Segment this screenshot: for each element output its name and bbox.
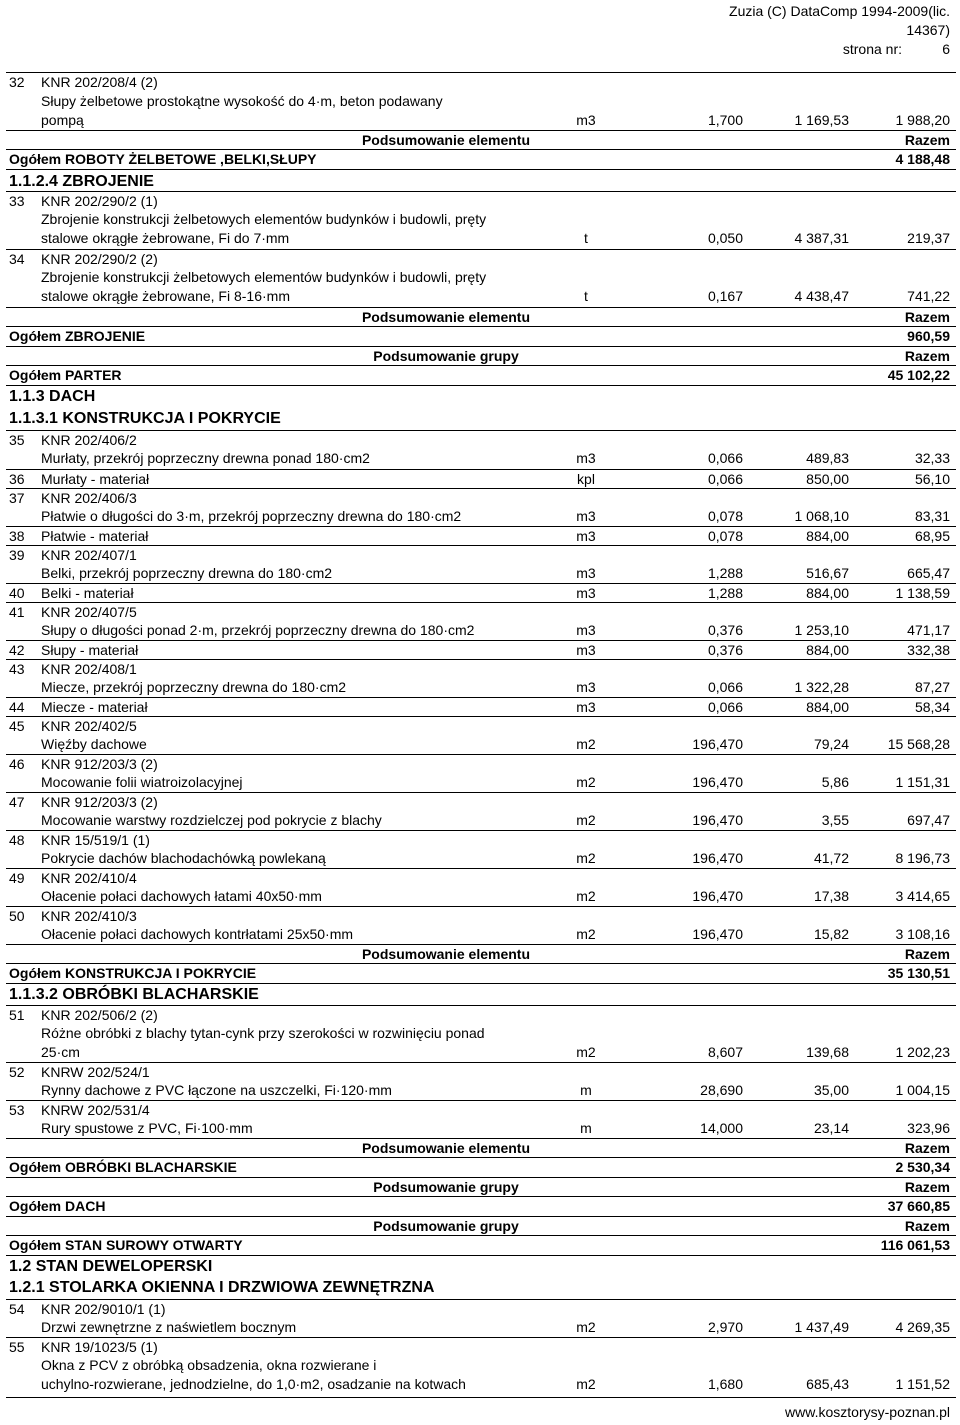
item-line (6, 906, 956, 926)
item-quantity: 0,066 (707, 699, 743, 715)
item-line (6, 583, 956, 603)
summary-row (6, 346, 956, 366)
item-value: 3 414,65 (895, 888, 950, 904)
item-quantity: 196,470 (692, 888, 743, 904)
item-unit: kpl (577, 471, 595, 487)
total-label: Ogółem OBRÓBKI BLACHARSKIE (9, 1159, 237, 1175)
item-line (6, 849, 956, 868)
total-row (6, 326, 956, 347)
item-unit: t (584, 230, 588, 246)
item-line (6, 754, 956, 774)
item-unit-price: 1 253,10 (794, 622, 849, 638)
item-description: Rury spustowe z PVC, Fi·100·mm (41, 1119, 253, 1139)
section-heading (6, 386, 956, 407)
item-quantity: 196,470 (692, 774, 743, 790)
item-line (6, 735, 956, 754)
item-number: 47 (9, 794, 25, 810)
item-line (6, 678, 956, 697)
item-line (6, 191, 956, 211)
item-line (6, 73, 956, 92)
item-unit: m2 (576, 888, 596, 904)
item-line (6, 545, 956, 565)
item-number: 54 (9, 1301, 25, 1317)
summary-row (6, 1138, 956, 1158)
item-value: 1 151,31 (895, 774, 950, 790)
item-description: Rynny dachowe z PVC łączone na uszczelki, Fi·120·mm (41, 1081, 392, 1101)
item-unit-price: 79,24 (813, 736, 849, 752)
item-line (6, 430, 956, 450)
item-unit-price: 17,38 (813, 888, 849, 904)
total-label: Ogółem ROBOTY ŻELBETOWE ,BELKI,SŁUPY (9, 151, 317, 167)
item-code: KNR 202/290/2 (1) (41, 193, 158, 209)
summary-label: Podsumowanie elementu (361, 1140, 531, 1156)
total-row (6, 1196, 956, 1217)
item-line (6, 925, 956, 944)
item-description: Belki, przekrój poprzeczny drewna do 180·cm2 (41, 565, 333, 581)
item-number: 44 (9, 699, 25, 715)
page-number-line (729, 40, 950, 59)
item-description: Ołacenie połaci dachowych łatami 40x50·mm (41, 887, 322, 907)
item-quantity: 14,000 (700, 1120, 743, 1136)
item-line (6, 659, 956, 679)
section-title: 1.2.1 STOLARKA OKIENNA I DRZWIOWA ZEWNĘTRZNA (9, 1279, 435, 1296)
item-value: 4 269,35 (895, 1319, 950, 1335)
item-value: 8 196,73 (895, 850, 950, 866)
item-number: 43 (9, 661, 25, 677)
item-number: 36 (9, 471, 25, 487)
item-code: KNR 202/408/1 (41, 661, 137, 677)
item-quantity: 0,078 (707, 528, 743, 544)
item-description: Okna z PCV z obróbką obsadzenia, okna rozwierane i (41, 1357, 377, 1373)
summary-label: Podsumowanie grupy (373, 1218, 519, 1234)
item-code: KNR 202/410/3 (41, 908, 137, 924)
item-value: 15 568,28 (887, 736, 950, 752)
item-code: Miecze - materiał (41, 699, 148, 715)
summary-razem: Razem (904, 1218, 950, 1234)
item-line (6, 1024, 956, 1043)
item-line (6, 111, 956, 130)
item-description: Zbrojenie konstrukcji żelbetowych elementów budynków i budowli, pręty (41, 269, 487, 285)
item-line (6, 249, 956, 269)
item-value: 1 151,52 (895, 1376, 950, 1392)
item-description: Murłaty, przekrój poprzeczny drewna ponad 180·cm2 (41, 450, 370, 466)
item-unit: m3 (576, 528, 596, 544)
item-description: Mocowanie folii wiatroizolacyjnej (41, 773, 243, 793)
total-row (6, 1235, 956, 1256)
item-code: KNR 202/410/4 (41, 870, 137, 886)
section-title: 1.1.3.2 OBRÓBKI BLACHARSKIE (9, 986, 259, 1003)
item-unit: m2 (576, 774, 596, 790)
item-unit: m3 (576, 642, 596, 658)
item-quantity: 0,376 (707, 622, 743, 638)
item-value: 1 988,20 (895, 112, 950, 128)
item-unit: m3 (576, 508, 596, 524)
item-unit-price: 15,82 (813, 926, 849, 942)
total-label: Ogółem ZBROJENIE (9, 328, 146, 344)
item-line (6, 469, 956, 489)
item-number: 39 (9, 547, 25, 563)
summary-row (6, 1177, 956, 1197)
section-heading (6, 408, 956, 429)
item-unit-price: 139,68 (806, 1044, 849, 1060)
item-quantity: 1,680 (707, 1376, 743, 1392)
item-description: uchylno-rozwierane, jednodzielne, do 1,0·m2, osadzanie na kotwach (41, 1376, 466, 1392)
item-line (6, 716, 956, 736)
item-value: 1 202,23 (895, 1044, 950, 1060)
item-quantity: 196,470 (692, 850, 743, 866)
section-heading (6, 1256, 956, 1277)
total-value: 960,59 (907, 328, 950, 344)
item-number: 40 (9, 585, 25, 601)
item-line (6, 488, 956, 508)
total-value: 37 660,85 (887, 1198, 950, 1214)
item-line (6, 1356, 956, 1375)
item-value: 83,31 (914, 508, 950, 524)
total-label: Ogółem PARTER (9, 367, 122, 383)
page-label: strona nr: (842, 41, 902, 57)
item-line (6, 1081, 956, 1100)
item-line (6, 564, 956, 583)
item-line (6, 887, 956, 906)
footer-url: www.kosztorysy-poznan.pl (785, 1404, 950, 1420)
item-description: Więźby dachowe (41, 735, 147, 755)
section-title: 1.2 STAN DEWELOPERSKI (9, 1258, 213, 1275)
item-description: 25·cm (41, 1043, 80, 1063)
item-quantity: 196,470 (692, 812, 743, 828)
item-number: 48 (9, 832, 25, 848)
item-number: 38 (9, 528, 25, 544)
item-unit: m3 (576, 450, 596, 466)
item-value: 58,34 (914, 699, 950, 715)
item-line (6, 1337, 956, 1357)
item-quantity: 0,066 (707, 450, 743, 466)
item-line (6, 287, 956, 306)
item-number: 37 (9, 490, 25, 506)
item-quantity: 8,607 (707, 1044, 743, 1060)
item-line (6, 1005, 956, 1025)
item-unit-price: 1 437,49 (794, 1319, 849, 1335)
item-description: Mocowanie warstwy rozdzielczej pod pokrycie z blachy (41, 811, 382, 831)
item-line (6, 1100, 956, 1120)
item-number: 55 (9, 1339, 25, 1355)
item-unit: m2 (576, 812, 596, 828)
item-line (6, 1043, 956, 1062)
total-row (6, 149, 956, 170)
item-value: 3 108,16 (895, 926, 950, 942)
item-description: Pokrycie dachów blachodachówką powlekaną (41, 849, 326, 869)
item-unit: m (580, 1120, 592, 1136)
item-code: KNR 202/406/2 (41, 432, 137, 448)
header-line-2: 14367) (906, 22, 950, 38)
item-value: 332,38 (907, 642, 950, 658)
item-line (6, 792, 956, 812)
item-number: 41 (9, 604, 25, 620)
summary-row (6, 307, 956, 327)
item-number: 45 (9, 718, 25, 734)
item-unit-price: 1 169,53 (794, 112, 849, 128)
summary-razem: Razem (904, 1179, 950, 1195)
page-header (729, 2, 950, 59)
item-line (6, 229, 956, 248)
item-description: Drzwi zewnętrzne z naświetlem bocznym (41, 1319, 297, 1335)
item-number: 35 (9, 432, 25, 448)
item-number: 46 (9, 756, 25, 772)
item-line (6, 507, 956, 526)
item-unit-price: 850,00 (806, 471, 849, 487)
total-label: Ogółem STAN SUROWY OTWARTY (9, 1237, 243, 1253)
item-line (6, 449, 956, 468)
item-code: KNRW 202/531/4 (41, 1102, 150, 1118)
section-heading (6, 171, 956, 192)
item-code: KNR 19/1023/5 (1) (41, 1339, 158, 1355)
section-title: 1.1.3 DACH (9, 388, 96, 405)
item-description: Miecze, przekrój poprzeczny drewna do 180·cm2 (41, 679, 347, 695)
item-unit-price: 35,00 (813, 1082, 849, 1098)
total-row (6, 1157, 956, 1178)
item-line (6, 92, 956, 111)
item-line (6, 602, 956, 622)
header-line-1: Zuzia (C) DataComp 1994-2009(lic. (729, 3, 950, 19)
total-label: Ogółem KONSTRUKCJA I POKRYCIE (9, 965, 257, 981)
item-quantity: 0,078 (707, 508, 743, 524)
item-line (6, 640, 956, 660)
item-unit: m2 (576, 926, 596, 942)
total-row (6, 963, 956, 984)
item-value: 32,33 (914, 450, 950, 466)
item-value: 471,17 (907, 622, 950, 638)
item-value: 87,27 (914, 679, 950, 695)
item-quantity: 0,066 (707, 679, 743, 695)
item-line (6, 1318, 956, 1337)
section-heading (6, 984, 956, 1005)
summary-razem: Razem (904, 1140, 950, 1156)
item-line (6, 268, 956, 287)
section-title: 1.1.3.1 KONSTRUKCJA I POKRYCIE (9, 410, 281, 427)
item-unit-price: 884,00 (806, 642, 849, 658)
item-number: 34 (9, 251, 25, 267)
item-description: Słupy żelbetowe prostokątne wysokość do 4·m, beton podawany (41, 93, 443, 109)
item-unit: m3 (576, 565, 596, 581)
summary-razem: Razem (904, 348, 950, 364)
item-value: 697,47 (907, 812, 950, 828)
summary-label: Podsumowanie grupy (373, 1179, 519, 1195)
item-quantity: 2,970 (707, 1319, 743, 1335)
item-code: KNR 202/402/5 (41, 718, 137, 734)
item-unit-price: 23,14 (813, 1120, 849, 1136)
total-value: 116 061,53 (880, 1237, 950, 1253)
item-number: 49 (9, 870, 25, 886)
summary-razem: Razem (904, 132, 950, 148)
item-unit: m3 (576, 622, 596, 638)
item-value: 323,96 (907, 1120, 950, 1136)
item-line (6, 811, 956, 830)
item-value: 1 004,15 (895, 1082, 950, 1098)
item-unit: m (580, 1082, 592, 1098)
item-quantity: 0,050 (707, 230, 743, 246)
item-number: 52 (9, 1064, 25, 1080)
summary-label: Podsumowanie elementu (361, 132, 531, 148)
item-quantity: 0,376 (707, 642, 743, 658)
item-unit: m3 (576, 699, 596, 715)
item-number: 42 (9, 642, 25, 658)
item-code: KNR 202/208/4 (2) (41, 74, 158, 90)
item-unit-price: 884,00 (806, 528, 849, 544)
item-code: KNR 15/519/1 (1) (41, 832, 150, 848)
total-row (6, 365, 956, 386)
item-description: Ołacenie połaci dachowych kontrłatami 25x50·mm (41, 925, 353, 945)
item-code: Belki - materiał (41, 585, 134, 601)
item-unit: m3 (576, 112, 596, 128)
item-value: 665,47 (907, 565, 950, 581)
item-unit: m2 (576, 850, 596, 866)
page-number: 6 (942, 41, 950, 57)
summary-razem: Razem (904, 309, 950, 325)
item-unit: m2 (576, 1376, 596, 1392)
item-code: KNR 202/290/2 (2) (41, 251, 158, 267)
summary-label: Podsumowanie grupy (373, 348, 519, 364)
total-value: 45 102,22 (887, 367, 950, 383)
item-unit-price: 884,00 (806, 699, 849, 715)
item-value: 56,10 (914, 471, 950, 487)
item-unit-price: 41,72 (813, 850, 849, 866)
item-line (6, 1299, 956, 1319)
item-unit-price: 3,55 (821, 812, 849, 828)
item-unit-price: 1 322,28 (794, 679, 849, 695)
item-code: KNR 912/203/3 (2) (41, 794, 158, 810)
item-value: 219,37 (907, 230, 950, 246)
total-value: 4 188,48 (895, 151, 950, 167)
item-line (6, 1375, 956, 1394)
item-number: 53 (9, 1102, 25, 1118)
item-number: 51 (9, 1007, 25, 1023)
item-description: Różne obróbki z blachy tytan-cynk przy szerokości w rozwinięciu ponad (41, 1025, 485, 1041)
item-code: KNR 202/506/2 (2) (41, 1007, 158, 1023)
item-quantity: 28,690 (700, 1082, 743, 1098)
total-value: 35 130,51 (887, 965, 950, 981)
item-quantity: 1,288 (707, 565, 743, 581)
item-unit-price: 4 387,31 (794, 230, 849, 246)
item-line (6, 1119, 956, 1138)
item-value: 741,22 (907, 288, 950, 304)
summary-row (6, 944, 956, 964)
item-unit-price: 489,83 (806, 450, 849, 466)
item-line (6, 621, 956, 640)
item-unit-price: 5,86 (821, 774, 849, 790)
item-line (6, 526, 956, 546)
item-code: KNR 202/9010/1 (1) (41, 1301, 166, 1317)
item-description: stalowe okrągłe żebrowane, Fi 8-16·mm (41, 288, 290, 304)
summary-label: Podsumowanie elementu (361, 946, 531, 962)
item-unit-price: 4 438,47 (794, 288, 849, 304)
item-unit-price: 516,67 (806, 565, 849, 581)
total-label: Ogółem DACH (9, 1198, 106, 1214)
section-heading (6, 1277, 956, 1298)
item-number: 32 (9, 74, 25, 90)
item-code: Słupy - materiał (41, 642, 139, 658)
item-value: 68,95 (914, 528, 950, 544)
item-code: KNR 202/407/1 (41, 547, 137, 563)
item-line (6, 210, 956, 229)
item-unit: m2 (576, 1044, 596, 1060)
total-value: 2 530,34 (895, 1159, 950, 1175)
item-code: Murłaty - materiał (41, 471, 150, 487)
item-description: pompą (41, 112, 84, 128)
item-unit-price: 884,00 (806, 585, 849, 601)
summary-label: Podsumowanie elementu (361, 309, 531, 325)
item-unit: m3 (576, 585, 596, 601)
item-description: Słupy o długości ponad 2·m, przekrój poprzeczny drewna do 180·cm2 (41, 622, 475, 638)
item-quantity: 196,470 (692, 926, 743, 942)
item-description: stalowe okrągłe żebrowane, Fi do 7·mm (41, 230, 290, 246)
item-unit-price: 1 068,10 (794, 508, 849, 524)
item-unit: t (584, 288, 588, 304)
item-number: 33 (9, 193, 25, 209)
item-code: KNR 202/406/3 (41, 490, 137, 506)
item-unit: m3 (576, 679, 596, 695)
item-line (6, 868, 956, 888)
summary-row (6, 130, 956, 150)
item-quantity: 1,700 (707, 112, 743, 128)
item-code: KNR 202/407/5 (41, 604, 137, 620)
item-value: 1 138,59 (895, 585, 950, 601)
item-description: Zbrojenie konstrukcji żelbetowych elementów budynków i budowli, pręty (41, 211, 487, 227)
item-line (6, 773, 956, 792)
item-line (6, 697, 956, 717)
item-unit-price: 685,43 (806, 1376, 849, 1392)
item-line (6, 830, 956, 850)
item-quantity: 196,470 (692, 736, 743, 752)
item-unit: m2 (576, 1319, 596, 1335)
item-code: Płatwie - materiał (41, 528, 149, 544)
summary-row (6, 1216, 956, 1236)
item-description: Płatwie o długości do 3·m, przekrój poprzeczny drewna do 180·cm2 (41, 508, 462, 524)
cost-estimate-table (6, 72, 956, 1398)
item-unit: m2 (576, 736, 596, 752)
item-number: 50 (9, 908, 25, 924)
item-quantity: 1,288 (707, 585, 743, 601)
summary-razem: Razem (904, 946, 950, 962)
item-line (6, 1062, 956, 1082)
item-quantity: 0,066 (707, 471, 743, 487)
item-code: KNR 912/203/3 (2) (41, 756, 158, 772)
item-code: KNRW 202/524/1 (41, 1064, 150, 1080)
section-title: 1.1.2.4 ZBROJENIE (9, 173, 154, 190)
item-quantity: 0,167 (707, 288, 743, 304)
